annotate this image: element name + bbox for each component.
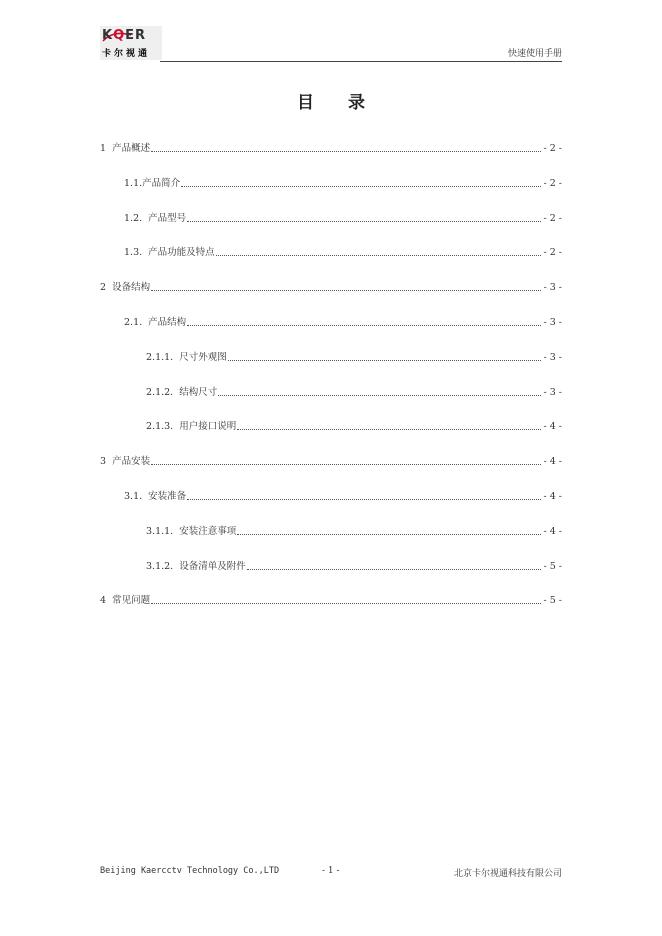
logo-chinese-name: 卡尔视通 bbox=[102, 49, 151, 59]
toc-dot-leader bbox=[187, 316, 541, 326]
toc-entry[interactable] bbox=[100, 455, 562, 490]
toc-entry-number: 4 bbox=[100, 595, 113, 607]
toc-entry-text: 产品概述 bbox=[112, 143, 151, 154]
toc-entry[interactable] bbox=[100, 212, 562, 247]
footer-page-number: - 1 - bbox=[322, 866, 340, 876]
toc-entry-text: 产品型号 bbox=[148, 212, 187, 224]
toc-dot-leader bbox=[216, 246, 542, 256]
toc-entry-text: 常见问题 bbox=[112, 595, 151, 607]
toc-entry-text: 用户接口说明 bbox=[179, 421, 237, 433]
toc-dot-leader bbox=[181, 177, 541, 187]
toc-entry[interactable] bbox=[100, 560, 562, 595]
toc-entry-page: - 3 - bbox=[543, 351, 562, 363]
toc-entry[interactable] bbox=[100, 177, 562, 212]
toc-heading: 目 录 bbox=[297, 93, 379, 113]
toc-entry[interactable] bbox=[100, 525, 562, 560]
toc-entry-number: 1.3. bbox=[124, 247, 149, 259]
toc-entry-page: - 2 - bbox=[543, 143, 562, 154]
toc-entry-number: 1 bbox=[100, 143, 113, 154]
toc-entry-page: - 3 - bbox=[543, 386, 562, 398]
toc-entry[interactable] bbox=[100, 351, 562, 386]
toc-entry[interactable] bbox=[100, 490, 562, 525]
toc-entry[interactable] bbox=[100, 420, 562, 455]
toc-entry-page: - 2 - bbox=[543, 212, 562, 224]
toc-entry-number: 3.1.1. bbox=[146, 525, 180, 537]
toc-entry-number: 3.1. bbox=[124, 490, 149, 502]
toc-dot-leader bbox=[218, 386, 541, 396]
toc-entry-page: - 4 - bbox=[543, 421, 562, 433]
footer-company-english: Beijing Kaercctv Technology Co.,LTD bbox=[100, 866, 280, 876]
toc-entry[interactable] bbox=[100, 281, 562, 316]
toc-entry[interactable] bbox=[100, 246, 562, 281]
toc-dot-leader bbox=[187, 212, 541, 222]
toc-entry-number: 2.1.2. bbox=[146, 386, 180, 398]
logo-wordmark: KQER bbox=[102, 28, 147, 43]
toc-entry-text: 设备结构 bbox=[112, 282, 151, 294]
toc-dot-leader bbox=[247, 560, 542, 570]
document-title: 快速使用手册 bbox=[507, 49, 562, 59]
toc-dot-leader bbox=[228, 351, 542, 361]
toc-entry[interactable] bbox=[100, 142, 562, 177]
toc-entry-text: 产品安装 bbox=[112, 456, 151, 468]
page-header bbox=[100, 24, 562, 62]
toc-entry-page: - 5 - bbox=[543, 595, 562, 607]
toc-dot-leader bbox=[237, 420, 541, 430]
toc-entry-text: 安装准备 bbox=[148, 490, 187, 502]
toc-entry[interactable] bbox=[100, 316, 562, 351]
toc-dot-leader bbox=[187, 490, 541, 500]
toc-entry-text: 尺寸外观图 bbox=[179, 351, 227, 363]
toc-entry-page: - 4 - bbox=[543, 456, 562, 468]
toc-entry-text: 结构尺寸 bbox=[179, 386, 218, 398]
toc-entry-number: 2.1.3. bbox=[146, 421, 180, 433]
toc-entry[interactable] bbox=[100, 594, 562, 629]
toc-entry-number: 2 bbox=[100, 282, 113, 294]
toc-dot-leader bbox=[151, 455, 541, 465]
toc-entry-number: 3 bbox=[100, 456, 113, 468]
toc-entry-text: 产品简介 bbox=[142, 177, 181, 189]
toc-dot-leader bbox=[151, 142, 541, 152]
toc-entry-text: 产品功能及特点 bbox=[148, 247, 215, 259]
toc-entry-page: - 4 - bbox=[543, 525, 562, 537]
toc-entry-number: 2.1.1. bbox=[146, 351, 180, 363]
toc-entry-number: 1.1. bbox=[124, 177, 143, 189]
toc-dot-leader bbox=[151, 281, 541, 291]
toc-entry-page: - 3 - bbox=[543, 316, 562, 328]
footer-company-chinese: 北京卡尔视通科技有限公司 bbox=[453, 869, 562, 879]
company-logo bbox=[100, 26, 162, 60]
toc-entry[interactable] bbox=[100, 386, 562, 421]
toc-entry-text: 产品结构 bbox=[148, 316, 187, 328]
toc-entry-text: 设备清单及附件 bbox=[179, 560, 246, 572]
toc-entry-number: 1.2. bbox=[124, 212, 149, 224]
table-of-contents bbox=[100, 142, 562, 629]
header-divider bbox=[160, 61, 562, 62]
toc-dot-leader bbox=[237, 525, 541, 535]
toc-entry-page: - 3 - bbox=[543, 282, 562, 294]
toc-entry-number: 3.1.2. bbox=[146, 560, 180, 572]
toc-entry-text: 安装注意事项 bbox=[179, 525, 237, 537]
toc-entry-page: - 2 - bbox=[543, 247, 562, 259]
toc-entry-page: - 2 - bbox=[543, 177, 562, 189]
toc-entry-page: - 4 - bbox=[543, 490, 562, 502]
toc-dot-leader bbox=[151, 594, 541, 604]
toc-entry-page: - 5 - bbox=[543, 560, 562, 572]
toc-entry-number: 2.1. bbox=[124, 316, 149, 328]
